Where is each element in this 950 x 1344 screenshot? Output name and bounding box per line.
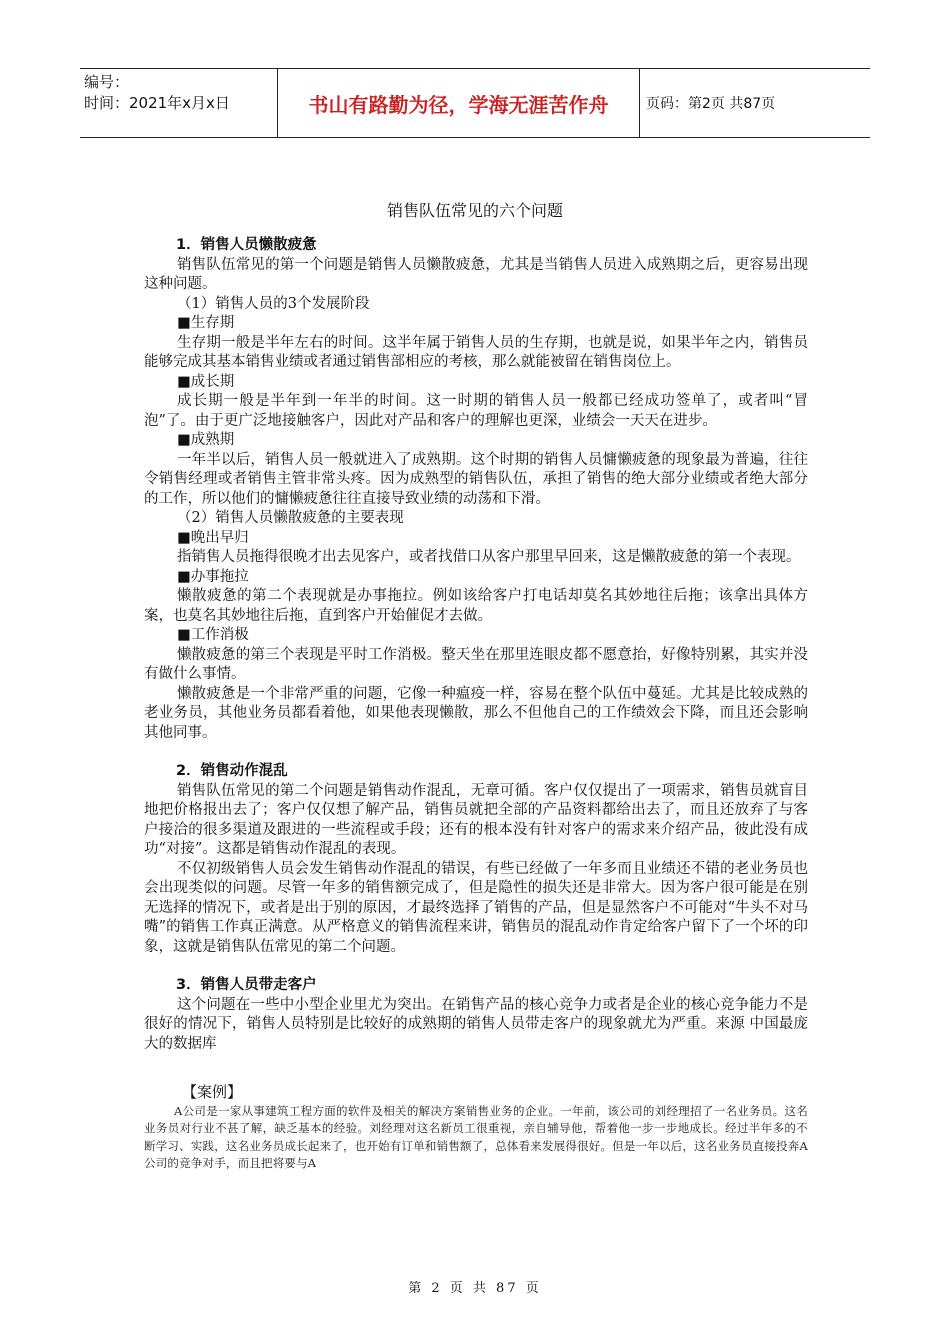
paragraph: 一年半以后，销售人员一般就进入了成熟期。这个时期的销售人员慵懒疲惫的现象最为普遍，往往令销售经理或者销售主管非常头疼。因为成熟型的销售队伍，承担了销售的绝大部分业绩或者绝大部分的工作，所以他们的慵懒疲惫往往直接导致业绩的动荡和下滑。 <box>144 451 808 507</box>
case-title: 【案例】 <box>182 1083 243 1101</box>
subheading: （1）销售人员的3个发展阶段 <box>177 295 370 312</box>
bullet-title: ■工作消极 <box>177 627 249 643</box>
bullet-title: ■生存期 <box>177 315 235 331</box>
section-heading: 3．销售人员带走客户 <box>176 977 317 993</box>
spacer <box>144 1054 808 1073</box>
header-page-info: 页码：第2页 共87页 <box>646 96 776 112</box>
subheading: （2）销售人员懒散疲惫的主要表现 <box>177 510 404 526</box>
section-heading: 1．销售人员懒散疲惫 <box>176 237 317 253</box>
paragraph: 不仅初级销售人员会发生销售动作混乱的错误，有些已经做了一年多而且业绩还不错的老业务员也会出现类似的问题。尽管一年多的销售额完成了，但是隐性的损失还是非常大。因为客户很可能是在别无选择的情况下，或者是出于别的原因，才最终选择了销售的产品，但是显然客户不可能对“牛头不对马嘴”的销售工作真正满意。从严格意义的销售流程来讲，销售员的混乱动作肯定给客户留下了一个坏的印象，这就是销售队伍常见的第二个问题。 <box>144 860 808 955</box>
paragraph: 指销售人员拖得很晚才出去见客户，或者找借口从客户那里早回来，这是懒散疲惫的第一个表现。 <box>177 549 801 565</box>
paragraph: 这个问题在一些中小型企业里尤为突出。在销售产品的核心竞争力或者是企业的核心竞争能力不是很好的情况下，销售人员特别是比较好的成熟期的销售人员带走客户的现象就尤为严重。来源 中国最庞大的数据库 <box>144 996 808 1052</box>
paragraph: 懒散疲惫是一个非常严重的问题，它像一种瘟疫一样，容易在整个队伍中蔓延。尤其是比较成熟的老业务员，其他业务员都看着他，如果他表现懒散，那么不但他自己的工作绩效会下降，而且还会影响其他同事。 <box>144 685 808 741</box>
header-table <box>80 68 870 138</box>
paragraph: 生存期一般是半年左右的时间。这半年属于销售人员的生存期，也就是说，如果半年之内，销售员能够完成其基本销售业绩或者通过销售部相应的考核，那么就能被留在销售岗位上。 <box>144 334 808 370</box>
page-footer: 第 2 页 共 87 页 <box>408 1281 542 1296</box>
bullet-title: ■晚出早归 <box>177 529 249 546</box>
spacer <box>144 743 808 762</box>
spacer <box>144 957 808 976</box>
paragraph: 销售队伍常见的第二个问题是销售动作混乱，无章可循。客户仅仅提出了一项需求，销售员就盲目地把价格报出去了；客户仅仅想了解产品，销售员就把全部的产品资料都给出去了，而且还放弃了与客户接洽的很多渠道及跟进的一些流程或手段；还有的根本没有针对客户的需求来介绍产品，彼此没有成功“对接”。这都是销售动作混乱的表现。 <box>144 782 808 857</box>
paragraph: 懒散疲惫的第二个表现就是办事拖拉。例如该给客户打电话却莫名其妙地往后拖；该拿出具体方案，也莫名其妙地往后拖，直到客户开始催促才去做。 <box>144 588 808 624</box>
case-paragraph: A公司是一家从事建筑工程方面的软件及相关的解决方案销售业务的企业。一年前，该公司的刘经理招了一名业务员。这名业务员对行业不甚了解，缺乏基本的经验。刘经理对这名新员工很重视，亲自辅导他，帮着他一步一步地成长。经过半年多的不断学习、实践，这名业务员成长起来了，也开始有订单和销售额了，总体看来发展得很好。但是一年以后，这名业务员直接投奔A公司的竞争对手，而且把将要与A <box>144 1103 808 1170</box>
header-motto: 书山有路勤为径，学海无涯苦作舟 <box>278 69 640 137</box>
document-number-label: 编号： <box>84 73 130 91</box>
document-time: 时间：2021年x月x日 <box>84 94 230 112</box>
paragraph: 成长期一般是半年到一年半的时间。这一时期的销售人员一般都已经成功签单了，或者叫“冒泡”了。由于更广泛地接触客户，因此对产品和客户的理解也更深，业绩会一天天在进步。 <box>144 393 808 429</box>
paragraph: 销售队伍常见的第一个问题是销售人员懒散疲惫，尤其是当销售人员进入成熟期之后，更容易出现这种问题。 <box>144 256 808 292</box>
header-meta <box>80 69 278 137</box>
bullet-title: ■成熟期 <box>177 432 235 448</box>
section-heading: 2．销售动作混乱 <box>176 763 288 779</box>
document-body <box>144 236 808 1173</box>
bullet-title: ■办事拖拉 <box>177 568 249 585</box>
document-title: 销售队伍常见的六个问题 <box>386 201 563 220</box>
bullet-title: ■成长期 <box>177 373 235 390</box>
paragraph: 懒散疲惫的第三个表现是平时工作消极。整天坐在那里连眼皮都不愿意抬，好像特别累，其实并没有做什么事情。 <box>144 646 808 682</box>
